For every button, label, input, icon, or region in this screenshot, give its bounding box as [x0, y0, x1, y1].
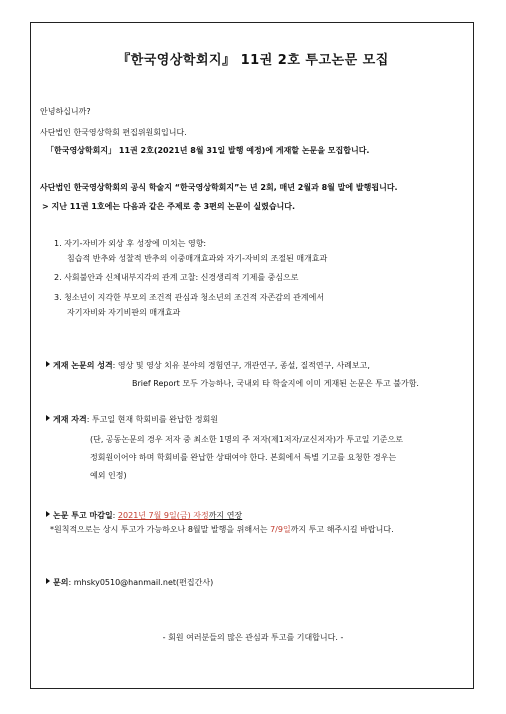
contact-row	[46, 577, 213, 588]
deadline-suffix: 까지 연장	[208, 511, 243, 520]
bullet-icon	[46, 361, 50, 367]
paper-3-title: 3. 청소년이 지각한 부모의 조건적 관심과 청소년의 조건적 자존감의 관계에서	[54, 293, 325, 302]
qualification-row	[46, 414, 218, 425]
qualification-text-3: 정회원이어야 하며 학회비를 완납한 상태여야 한다. 본회에서 특별 기고를 요청한 경우는	[90, 453, 397, 462]
paper-1-subtitle: 침습적 반추와 성찰적 반추의 이중매개효과와 자기-자비의 조절된 매개효과	[67, 254, 328, 263]
nature-text: : 영상 및 영상 치유 분야의 경험연구, 개관연구, 종설, 질적연구, 사례보고,	[112, 361, 370, 370]
intro-text: 사단법인 한국영상학회 편집위원회입니다.	[40, 128, 187, 137]
qualification-text-4: 예외 인정)	[90, 471, 127, 480]
nature-row	[46, 360, 370, 371]
deadline-colon: :	[112, 511, 118, 520]
bullet-icon	[46, 511, 50, 517]
bullet-icon	[46, 415, 50, 421]
contact-label: 문의	[53, 578, 69, 587]
call-for-papers: 「한국영상학회지」 11권 2호(2021년 8월 31일 발행 예정)에 게재할 논문을 모집합니다.	[46, 146, 370, 155]
qualification-text: : 투고일 현재 학회비를 완납한 정회원	[86, 415, 219, 424]
deadline-note-post: 까지 투고 해주시길 바랍니다.	[290, 525, 394, 534]
paper-3-subtitle: 자기자비와 자기비판의 매개효과	[67, 308, 181, 317]
page-title: 『한국영상학회지』 11권 2호 투고논문 모집	[117, 53, 389, 68]
deadline-row	[46, 510, 242, 521]
deadline-note-date: 7/9일	[270, 525, 291, 534]
deadline-note	[50, 524, 394, 535]
closing-message: - 회원 여러분들의 많은 관심과 투고를 기대합니다. -	[162, 633, 344, 642]
nature-text-2: Brief Report 모두 가능하나, 국내외 타 학술지에 이미 게재된 논문은 투고 불가함.	[132, 379, 419, 388]
previous-issue-note: > 지난 11권 1호에는 다음과 같은 주제로 총 3편의 논문이 실렸습니다.	[42, 202, 296, 211]
nature-label: 게재 논문의 성격	[53, 361, 113, 370]
journal-info: 사단법인 한국영상학회의 공식 학술지 “한국영상학회지”는 년 2회, 매년 2월과 8월 말에 발행됩니다.	[40, 183, 398, 192]
document-frame	[30, 22, 474, 689]
paper-1-title: 1. 자기-자비가 외상 후 성장에 미치는 영향:	[54, 239, 207, 248]
bullet-icon	[46, 578, 50, 584]
contact-text: : mhsky0510@hanmail.net(편집간사)	[68, 578, 214, 587]
deadline-note-pre: *원칙적으로는 상시 투고가 가능하오나 8월말 발행을 위해서는	[50, 525, 271, 534]
qualification-label: 게재 자격	[53, 415, 87, 424]
deadline-date: 2021년 7월 9일(금) 자정	[117, 511, 209, 520]
paper-2-title: 2. 사회불안과 신체내부지각의 관계 고찰: 신경생리적 기제를 중심으로	[54, 273, 299, 282]
deadline-label: 논문 투고 마감일	[53, 511, 113, 520]
qualification-text-2: (단, 공동논문의 경우 저자 중 최소한 1명의 주 저자(제1저자/교신저자)가 투고일 기준으로	[90, 435, 403, 444]
greeting: 안녕하십니까?	[40, 107, 91, 116]
